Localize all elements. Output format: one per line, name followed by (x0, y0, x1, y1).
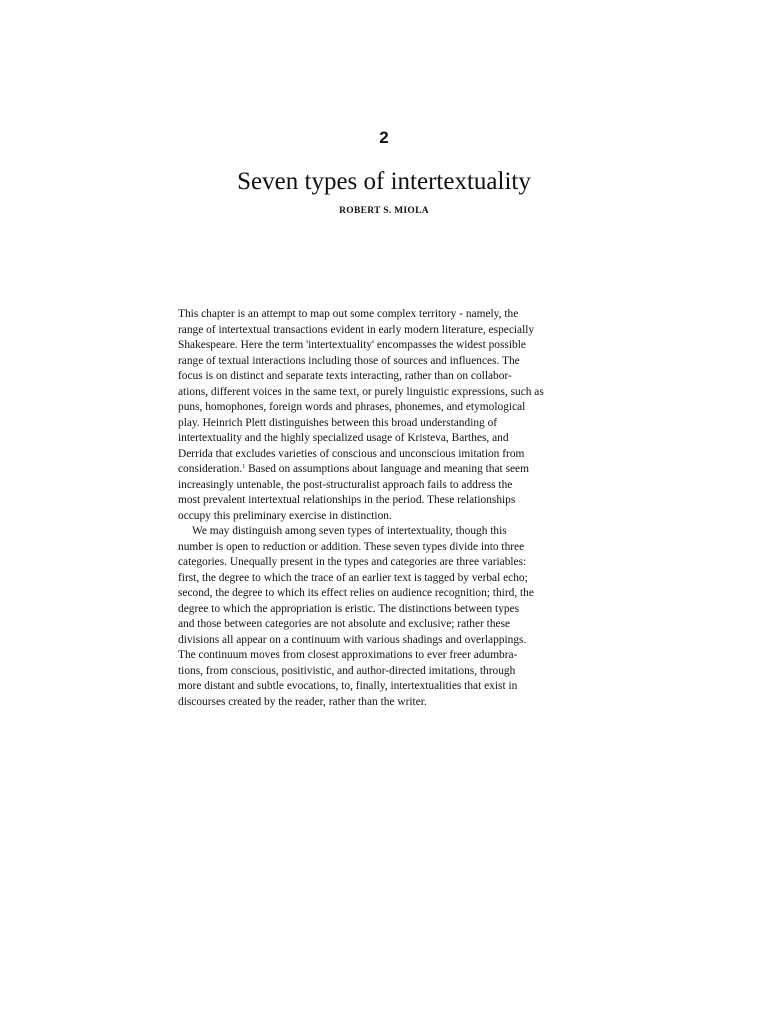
text-line: range of intertextual transactions evident in early modern literature, especially (178, 323, 535, 336)
text-line: number is open to reduction or addition. These seven types divide into three (178, 540, 525, 553)
text-line: focus is on distinct and separate texts interacting, rather than on collabor- (178, 370, 512, 382)
text-line: tions, from conscious, positivistic, and author-directed imitations, through (178, 664, 516, 677)
text-line: Derrida that excludes varieties of conscious and unconscious imitation from (178, 447, 525, 460)
text-line: categories. Unequally present in the types and categories are three variables: (178, 556, 527, 568)
text-line: The continuum moves from closest approximations to ever freer adumbra- (178, 649, 518, 661)
text-line: divisions all appear on a continuum with various shadings and overlappings. (178, 633, 527, 646)
text-line: intertextuality and the highly specialized usage of Kristeva, Barthes, and (178, 432, 509, 444)
text-line: Shakespeare. Here the term 'intertextuality' encompasses the widest possible (178, 339, 526, 351)
footnote-preceding-text: consideration. (178, 463, 243, 475)
chapter-title: Seven types of intertextuality (237, 168, 531, 195)
footnote-following-text: Based on assumptions about language and meaning that seem (245, 463, 529, 475)
chapter-number: 2 (379, 128, 389, 147)
text-line: ations, different voices in the same text, or purely linguistic expressions, such as (178, 385, 544, 398)
text-line: most prevalent intertextual relationships in the period. These relationships (178, 494, 516, 506)
chapter-body (178, 307, 588, 710)
text-line-with-footnote (178, 462, 588, 478)
text-line: first, the degree to which the trace of an earlier text is tagged by verbal echo; (178, 571, 528, 584)
text-line: discourses created by the reader, rather than the writer. (178, 695, 427, 708)
text-line: range of textual interactions including those of sources and influences. The (178, 354, 520, 367)
text-line: increasingly untenable, the post-structuralist approach fails to address the (178, 478, 513, 491)
text-line: degree to which the appropriation is eristic. The distinctions between types (178, 602, 520, 615)
text-line: We may distinguish among seven types of intertextuality, though this (192, 525, 507, 537)
text-line: puns, homophones, foreign words and phrases, phonemes, and etymological (178, 401, 526, 413)
text-line: and those between categories are not absolute and exclusive; rather these (178, 618, 511, 630)
paragraph-1 (178, 307, 588, 524)
text-line: second, the degree to which its effect relies on audience recognition; third, the (178, 587, 534, 599)
text-line: This chapter is an attempt to map out some complex territory - namely, the (178, 308, 519, 320)
paragraph-2 (178, 524, 588, 710)
text-line: occupy this preliminary exercise in distinction. (178, 509, 392, 522)
footnote-reference[interactable]: 1 (242, 464, 246, 470)
text-line: play. Heinrich Plett distinguishes between this broad understanding of (178, 416, 498, 429)
text-line: more distant and subtle evocations, to, finally, intertextualities that exist in (178, 680, 518, 692)
chapter-author: ROBERT S. MIOLA (339, 206, 429, 216)
